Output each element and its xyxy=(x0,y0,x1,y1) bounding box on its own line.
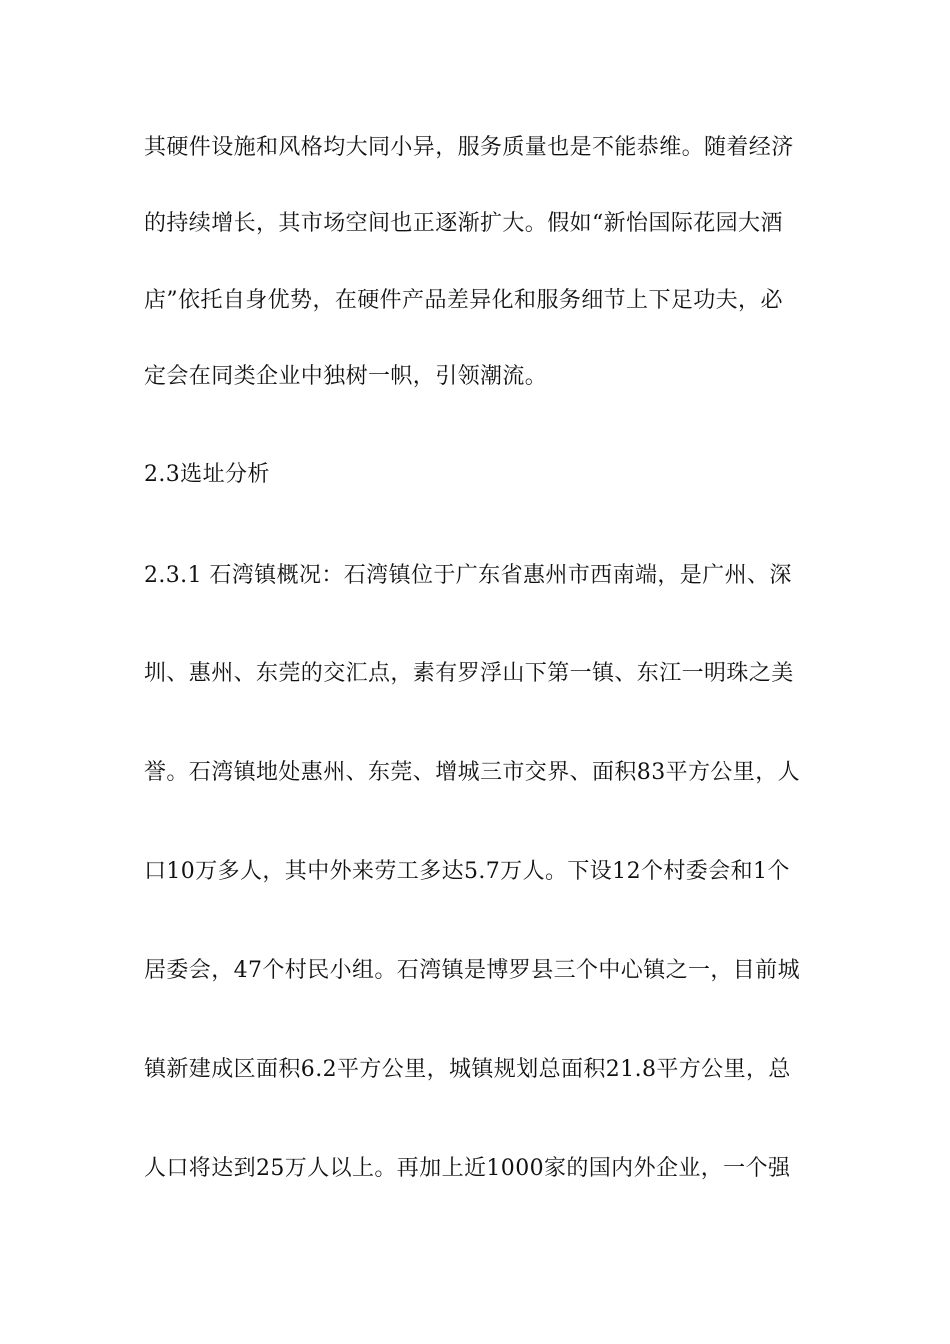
paragraph-line: 店”依托自身优势，在硬件产品差异化和服务细节上下足功夫，必 xyxy=(144,288,783,313)
section-heading: 2.3选址分析 xyxy=(144,462,270,487)
paragraph-line: 居委会，47个村民小组。石湾镇是博罗县三个中心镇之一，目前城 xyxy=(144,958,800,983)
paragraph-line: 镇新建成区面积6.2平方公里，城镇规划总面积21.8平方公里，总 xyxy=(144,1057,791,1082)
paragraph-line: 定会在同类企业中独树一帜，引领潮流。 xyxy=(144,364,548,389)
paragraph-line: 圳、惠州、东莞的交汇点，素有罗浮山下第一镇、东江一明珠之美 xyxy=(144,661,794,686)
paragraph-line: 誉。石湾镇地处惠州、东莞、增城三市交界、面积83平方公里，人 xyxy=(144,760,800,785)
paragraph-line: 人口将达到25万人以上。再加上近1000家的国内外企业，一个强 xyxy=(144,1156,791,1181)
paragraph-line: 其硬件设施和风格均大同小异，服务质量也是不能恭维。随着经济 xyxy=(144,135,794,160)
paragraph-line: 2.3.1 石湾镇概况：石湾镇位于广东省惠州市西南端，是广州、深 xyxy=(144,563,792,588)
paragraph-line: 口10万多人，其中外来劳工多达5.7万人。下设12个村委会和1个 xyxy=(144,859,790,884)
paragraph-line: 的持续增长，其市场空间也正逐渐扩大。假如“新怡国际花园大酒 xyxy=(144,211,783,236)
